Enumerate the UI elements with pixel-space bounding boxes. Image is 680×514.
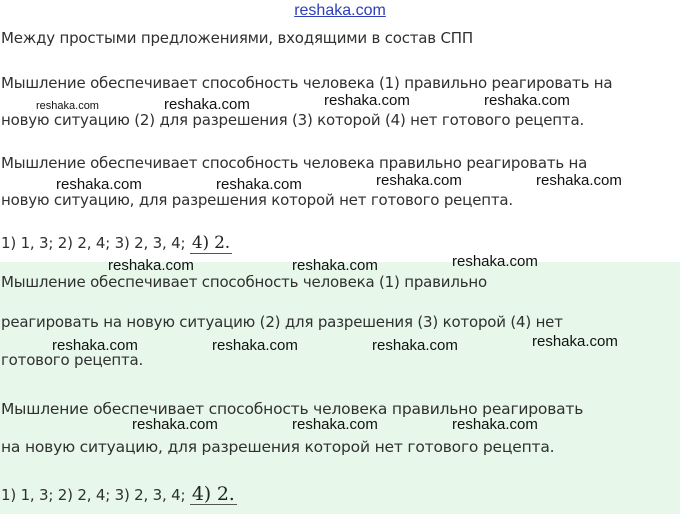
watermark: reshaka.com (164, 96, 250, 113)
task-options (1, 233, 232, 254)
watermark: reshaka.com (52, 337, 138, 354)
answer-plain-line-2: на новую ситуацию, для разрешения которой нет готового рецепта. (1, 438, 555, 456)
answer-options-text: 1) 1, 3; 2) 2, 4; 3) 2, 3, 4; (1, 486, 186, 504)
answer-numbered-line-2: реагировать на новую ситуацию (2) для разрешения (3) которой (4) нет (1, 313, 563, 331)
task-options-text: 1) 1, 3; 2) 2, 4; 3) 2, 3, 4; (1, 234, 186, 252)
watermark: reshaka.com (108, 257, 194, 274)
task-answer: 4) 2. (191, 233, 230, 253)
answer-panel (0, 262, 680, 514)
answer-options (1, 484, 237, 505)
question-heading: Между простыми предложениями, входящими в состав СПП (1, 29, 473, 47)
answer-answer: 4) 2. (191, 483, 235, 505)
watermark: reshaka.com (132, 416, 218, 433)
task-plain-line-2: новую ситуацию, для разрешения которой нет готового рецепта. (1, 191, 513, 209)
task-plain-line-1: Мышление обеспечивает способность человека правильно реагировать на (1, 154, 588, 172)
watermark: reshaka.com (216, 176, 302, 193)
watermark: reshaka.com (372, 337, 458, 354)
watermark: reshaka.com (532, 333, 618, 350)
watermark: reshaka.com (324, 92, 410, 109)
watermark: reshaka.com (452, 253, 538, 270)
watermark: reshaka.com (452, 416, 538, 433)
watermark: reshaka.com (56, 176, 142, 193)
watermark: reshaka.com (292, 257, 378, 274)
task-numbered-line-1: Мышление обеспечивает способность человека (1) правильно реагировать на (1, 74, 613, 92)
watermark: reshaka.com (212, 337, 298, 354)
watermark: reshaka.com (292, 416, 378, 433)
watermark: reshaka.com (484, 92, 570, 109)
watermark: reshaka.com (376, 172, 462, 189)
answer-plain-line-1: Мышление обеспечивает способность человека правильно реагировать (1, 400, 584, 418)
site-logo-link[interactable]: reshaka.com (294, 2, 386, 19)
watermark: reshaka.com (36, 100, 99, 112)
watermark: reshaka.com (536, 172, 622, 189)
task-numbered-line-2: новую ситуацию (2) для разрешения (3) которой (4) нет готового рецепта. (1, 111, 585, 129)
answer-numbered-line-1: Мышление обеспечивает способность человека (1) правильно (1, 273, 487, 291)
answer-numbered-line-3: готового рецепта. (1, 351, 144, 369)
